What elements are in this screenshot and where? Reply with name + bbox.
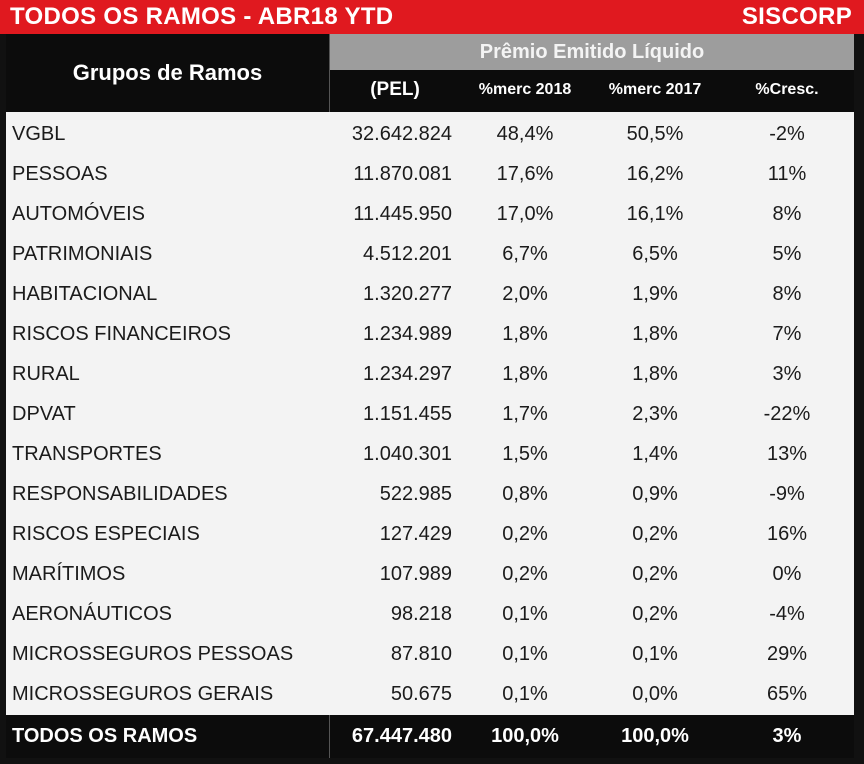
row-merc-2018: 6,7% <box>502 243 548 265</box>
col-header-merc-2017: %merc 2017 <box>608 81 702 98</box>
row-cresc: 3% <box>772 363 802 385</box>
row-name: RURAL <box>12 363 80 385</box>
table-row <box>6 314 854 354</box>
brand-label: SISCORP <box>741 3 852 30</box>
row-name: MICROSSEGUROS GERAIS <box>12 683 274 705</box>
row-merc-2018: 17,6% <box>496 163 554 185</box>
section-header: Prêmio Emitido Líquido <box>330 34 854 70</box>
table-row <box>6 434 854 474</box>
report-title: TODOS OS RAMOS - ABR18 YTD <box>10 3 394 30</box>
row-merc-2017: 1,4% <box>632 443 678 465</box>
row-pel: 1.234.989 <box>363 323 452 345</box>
col-header-cresc: %Cresc. <box>755 81 819 98</box>
row-pel: 50.675 <box>390 683 452 705</box>
table-row <box>6 194 854 234</box>
table-row <box>6 554 854 594</box>
table-row <box>6 514 854 554</box>
row-name: PESSOAS <box>12 163 108 185</box>
total-row <box>6 715 854 758</box>
row-merc-2018: 1,8% <box>502 363 548 385</box>
row-pel: 127.429 <box>379 523 452 545</box>
row-cresc: -2% <box>769 123 805 145</box>
table-row <box>6 354 854 394</box>
total-merc-2018: 100,0% <box>491 725 559 747</box>
row-merc-2017: 16,2% <box>626 163 684 185</box>
col-header-pel: (PEL) <box>370 79 420 100</box>
row-pel: 522.985 <box>379 483 452 505</box>
row-merc-2018: 0,2% <box>502 523 548 545</box>
row-pel: 11.445.950 <box>353 203 452 225</box>
premium-table <box>6 34 854 758</box>
row-cresc: 7% <box>772 323 802 345</box>
row-merc-2017: 16,1% <box>626 203 684 225</box>
row-name: RISCOS ESPECIAIS <box>12 523 200 545</box>
row-pel: 11.870.081 <box>353 163 452 185</box>
row-merc-2018: 1,5% <box>502 443 548 465</box>
row-name: RISCOS FINANCEIROS <box>12 323 231 345</box>
row-cresc: 8% <box>772 283 802 305</box>
row-cresc: -22% <box>763 403 811 425</box>
row-cresc: 65% <box>766 683 808 705</box>
row-pel: 1.320.277 <box>363 283 452 305</box>
row-name: MARÍTIMOS <box>12 563 126 585</box>
row-merc-2018: 0,8% <box>502 483 548 505</box>
row-merc-2017: 0,2% <box>632 563 678 585</box>
row-name: AERONÁUTICOS <box>12 603 173 625</box>
table-row <box>6 274 854 314</box>
row-merc-2018: 0,1% <box>502 603 548 625</box>
table-row <box>6 394 854 434</box>
row-merc-2018: 0,2% <box>502 563 548 585</box>
row-cresc: 0% <box>772 563 802 585</box>
row-pel: 87.810 <box>390 643 452 665</box>
row-cresc: 13% <box>766 443 808 465</box>
row-name: PATRIMONIAIS <box>12 243 153 265</box>
row-pel: 32.642.824 <box>351 123 452 145</box>
row-name: MICROSSEGUROS PESSOAS <box>12 643 294 665</box>
row-name: AUTOMÓVEIS <box>12 203 145 225</box>
row-merc-2017: 2,3% <box>632 403 678 425</box>
row-merc-2018: 1,8% <box>502 323 548 345</box>
table-row <box>6 114 854 154</box>
row-merc-2018: 1,7% <box>502 403 548 425</box>
total-merc-2017: 100,0% <box>621 725 689 747</box>
row-merc-2017: 6,5% <box>632 243 678 265</box>
row-merc-2018: 0,1% <box>502 683 548 705</box>
table-row <box>6 634 854 674</box>
row-merc-2017: 1,9% <box>632 283 678 305</box>
total-cresc: 3% <box>772 725 802 747</box>
row-cresc: 29% <box>766 643 808 665</box>
total-name: TODOS OS RAMOS <box>12 725 198 747</box>
row-pel: 1.234.297 <box>363 363 452 385</box>
row-pel: 1.151.455 <box>363 403 452 425</box>
row-merc-2017: 1,8% <box>632 323 678 345</box>
row-merc-2017: 0,0% <box>632 683 678 705</box>
row-name: TRANSPORTES <box>12 443 162 465</box>
table-row <box>6 674 854 714</box>
title-bar <box>0 0 864 34</box>
row-name: VGBL <box>12 123 66 145</box>
row-name: HABITACIONAL <box>12 283 158 305</box>
col-header-merc-2018: %merc 2018 <box>478 81 572 98</box>
table-row <box>6 594 854 634</box>
row-cresc: 5% <box>772 243 802 265</box>
total-pel: 67.447.480 <box>351 725 452 747</box>
row-cresc: -4% <box>769 603 805 625</box>
group-column-header: Grupos de Ramos <box>6 34 330 112</box>
row-cresc: -9% <box>769 483 805 505</box>
row-merc-2018: 48,4% <box>496 123 554 145</box>
table-row <box>6 474 854 514</box>
row-cresc: 8% <box>772 203 802 225</box>
row-merc-2017: 1,8% <box>632 363 678 385</box>
row-merc-2018: 0,1% <box>502 643 548 665</box>
row-merc-2017: 50,5% <box>626 123 684 145</box>
row-merc-2018: 2,0% <box>502 283 548 305</box>
row-cresc: 16% <box>766 523 808 545</box>
row-pel: 98.218 <box>390 603 452 625</box>
row-cresc: 11% <box>767 163 807 185</box>
row-merc-2017: 0,1% <box>632 643 678 665</box>
row-merc-2017: 0,2% <box>632 523 678 545</box>
row-name: DPVAT <box>12 403 76 425</box>
table-row <box>6 154 854 194</box>
column-headers <box>330 70 854 112</box>
row-merc-2018: 17,0% <box>496 203 554 225</box>
row-pel: 107.989 <box>379 563 452 585</box>
row-name: RESPONSABILIDADES <box>12 483 228 505</box>
row-pel: 4.512.201 <box>363 243 452 265</box>
row-pel: 1.040.301 <box>363 443 452 465</box>
row-merc-2017: 0,2% <box>632 603 678 625</box>
table-row <box>6 234 854 274</box>
row-merc-2017: 0,9% <box>632 483 678 505</box>
table-body <box>6 114 854 714</box>
